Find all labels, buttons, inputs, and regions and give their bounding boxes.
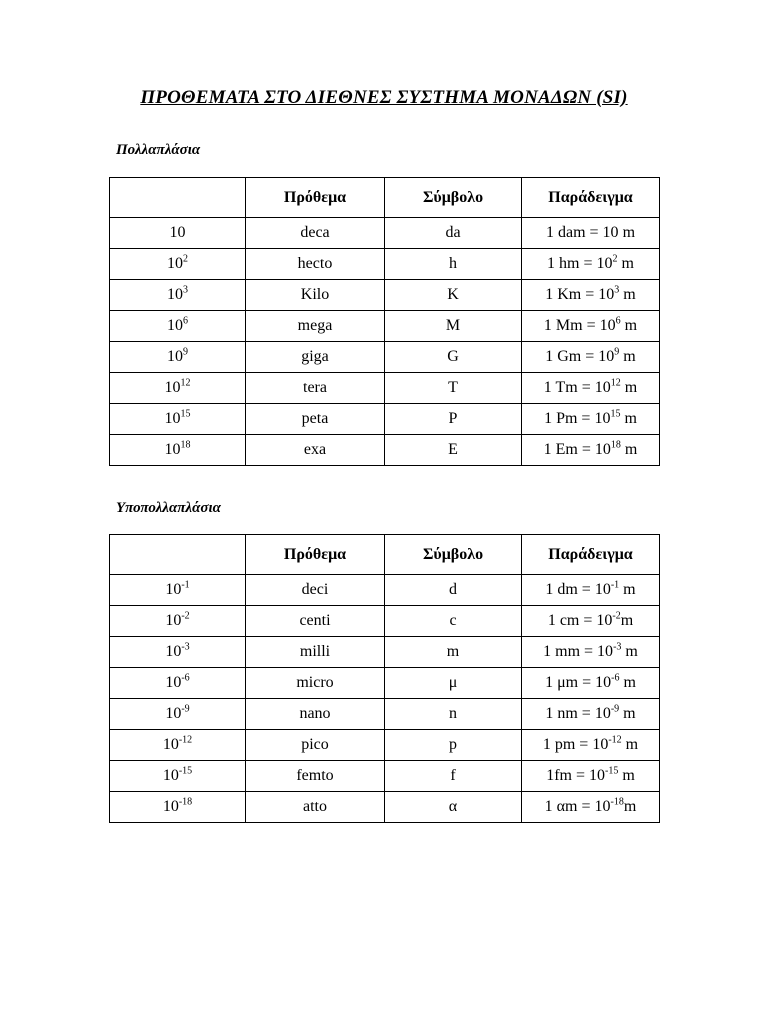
example-cell [522, 637, 660, 668]
example-unit: m [621, 643, 638, 660]
example-cell [522, 575, 660, 606]
example-lhs: 1 Tm = 10 [543, 379, 611, 396]
power-cell [110, 606, 246, 637]
table-row [110, 404, 660, 435]
example-exponent: -6 [611, 672, 620, 684]
power-exponent: 3 [183, 284, 188, 296]
power-cell [110, 311, 246, 342]
power-exponent: -6 [181, 672, 190, 684]
symbol-cell: α [385, 792, 522, 823]
table-row [110, 249, 660, 280]
example-unit: m [620, 612, 634, 629]
symbol-cell: T [385, 373, 522, 404]
section-heading-submultiples: Υποπολλαπλάσια [116, 500, 221, 516]
power-base: 10 [162, 798, 179, 815]
power-base: 10 [162, 767, 179, 784]
example-exponent: -9 [610, 703, 620, 715]
example-lhs: 1 pm = 10 [542, 736, 609, 753]
example-exponent: 18 [610, 439, 621, 451]
symbol-cell: M [385, 311, 522, 342]
power-exponent: -12 [178, 734, 193, 746]
power-cell [110, 575, 246, 606]
page-title: ΠΡΟΘΕΜΑΤΑ ΣΤΟ ΔΙΕΘΝΕΣ ΣΥΣΤΗΜΑ ΜΟΝΑΔΩΝ (SI) [140, 87, 628, 108]
example-lhs: 1 αm = 10 [544, 798, 611, 815]
example-cell [522, 792, 660, 823]
power-base: 10 [165, 612, 182, 629]
power-cell [110, 699, 246, 730]
power-exponent: -9 [181, 703, 190, 715]
header-symbol: Σύμβολο [385, 535, 522, 575]
example-cell [522, 606, 660, 637]
section-heading-multiples: Πολλαπλάσια [116, 142, 201, 158]
example-cell [522, 404, 660, 435]
power-base: 10 [165, 581, 182, 598]
table-row [110, 730, 660, 761]
example-exponent: -1 [610, 579, 620, 591]
example-lhs: 1 dm = 10 [545, 581, 611, 598]
example-unit: m [621, 736, 639, 753]
example-exponent: 15 [610, 408, 621, 420]
symbol-cell: m [385, 637, 522, 668]
header-example: Παράδειγμα [522, 535, 660, 575]
power-base: 10 [165, 643, 182, 660]
example-exponent: -2 [612, 610, 621, 622]
example-exponent: 9 [614, 346, 620, 358]
example-cell [522, 218, 660, 249]
example-cell [522, 761, 660, 792]
prefix-cell: femto [246, 761, 385, 792]
submultiples-table [109, 534, 660, 823]
example-unit: m [620, 379, 638, 396]
power-base: 10 [165, 674, 182, 691]
example-lhs: 1 Km = 10 [545, 286, 615, 303]
example-lhs: 1 nm = 10 [545, 705, 611, 722]
example-cell [522, 730, 660, 761]
example-exponent: 6 [615, 315, 621, 327]
power-exponent: 6 [183, 315, 188, 327]
power-exponent: -3 [181, 641, 190, 653]
example-lhs: 1 μm = 10 [545, 674, 612, 691]
prefix-cell: atto [246, 792, 385, 823]
header-prefix: Πρόθεμα [246, 178, 385, 218]
power-cell [110, 792, 246, 823]
example-exponent: -18 [610, 796, 624, 808]
table-row [110, 311, 660, 342]
symbol-cell: d [385, 575, 522, 606]
example-unit: m [618, 224, 636, 241]
prefix-cell: milli [246, 637, 385, 668]
example-cell [522, 311, 660, 342]
symbol-cell: f [385, 761, 522, 792]
prefix-cell: mega [246, 311, 385, 342]
example-unit: m [619, 674, 636, 691]
example-exponent: 3 [614, 284, 620, 296]
example-lhs: 1 Pm = 10 [544, 410, 611, 427]
example-exponent: 12 [610, 377, 621, 389]
example-unit: m [619, 581, 636, 598]
table-row [110, 792, 660, 823]
table-row [110, 218, 660, 249]
example-cell [522, 699, 660, 730]
header-blank [110, 178, 246, 218]
header-blank [110, 535, 246, 575]
symbol-cell: c [385, 606, 522, 637]
prefix-cell: exa [246, 435, 385, 466]
table-row [110, 575, 660, 606]
example-unit: m [620, 441, 638, 458]
example-lhs: 1 mm = 10 [543, 643, 614, 660]
example-lhs: 1 Em = 10 [543, 441, 611, 458]
table-row [110, 668, 660, 699]
example-exponent: 2 [612, 253, 618, 265]
table-row [110, 373, 660, 404]
prefix-cell: nano [246, 699, 385, 730]
symbol-cell: μ [385, 668, 522, 699]
symbol-cell: K [385, 280, 522, 311]
multiples-table [109, 177, 660, 466]
table-row [110, 606, 660, 637]
example-lhs: 1 Gm = 10 [545, 348, 615, 365]
power-cell [110, 435, 246, 466]
example-cell [522, 249, 660, 280]
power-base: 10 [164, 379, 181, 396]
power-base: 10 [165, 705, 182, 722]
example-lhs: 1 dam = 10 [545, 224, 619, 241]
power-cell [110, 249, 246, 280]
prefix-cell: Kilo [246, 280, 385, 311]
power-exponent: -15 [178, 765, 193, 777]
power-cell [110, 637, 246, 668]
example-unit: m [623, 798, 637, 815]
table-row [110, 342, 660, 373]
prefix-cell: hecto [246, 249, 385, 280]
example-exponent: -3 [613, 641, 622, 653]
example-cell [522, 342, 660, 373]
power-cell [110, 373, 246, 404]
power-base: 10 [169, 224, 186, 241]
example-lhs: 1 cm = 10 [547, 612, 613, 629]
power-exponent: 12 [180, 377, 191, 389]
table-header-row [110, 178, 660, 218]
power-base: 10 [164, 410, 181, 427]
power-base: 10 [167, 348, 183, 365]
power-exponent: -2 [181, 610, 190, 622]
power-cell [110, 761, 246, 792]
power-cell [110, 218, 246, 249]
example-cell [522, 435, 660, 466]
prefix-cell: tera [246, 373, 385, 404]
power-cell [110, 342, 246, 373]
header-prefix: Πρόθεμα [246, 535, 385, 575]
power-base: 10 [167, 286, 183, 303]
prefix-cell: centi [246, 606, 385, 637]
example-lhs: 1 Mm = 10 [543, 317, 616, 334]
power-cell [110, 730, 246, 761]
power-cell [110, 280, 246, 311]
symbol-cell: da [385, 218, 522, 249]
table-row [110, 435, 660, 466]
power-exponent: 18 [180, 439, 191, 451]
power-exponent: -18 [178, 796, 193, 808]
power-base: 10 [167, 317, 183, 334]
example-unit: m [618, 767, 635, 784]
example-unit: m [619, 286, 636, 303]
symbol-cell: G [385, 342, 522, 373]
example-unit: m [620, 410, 637, 427]
example-unit: m [620, 317, 638, 334]
prefix-cell: pico [246, 730, 385, 761]
power-cell [110, 668, 246, 699]
symbol-cell: P [385, 404, 522, 435]
symbol-cell: p [385, 730, 522, 761]
symbol-cell: E [385, 435, 522, 466]
table-row [110, 280, 660, 311]
power-base: 10 [164, 441, 181, 458]
prefix-cell: micro [246, 668, 385, 699]
example-exponent: -15 [605, 765, 619, 777]
prefix-cell: deci [246, 575, 385, 606]
example-lhs: 1 hm = 10 [547, 255, 613, 272]
example-unit: m [617, 255, 634, 272]
power-exponent: 2 [183, 253, 188, 265]
example-cell [522, 280, 660, 311]
table-row [110, 761, 660, 792]
prefix-cell: giga [246, 342, 385, 373]
example-cell [522, 668, 660, 699]
power-exponent: -1 [181, 579, 190, 591]
power-base: 10 [167, 255, 183, 272]
example-unit: m [619, 348, 636, 365]
header-example: Παράδειγμα [522, 178, 660, 218]
power-base: 10 [162, 736, 179, 753]
example-unit: m [619, 705, 636, 722]
table-row [110, 637, 660, 668]
prefix-cell: peta [246, 404, 385, 435]
example-cell [522, 373, 660, 404]
header-symbol: Σύμβολο [385, 178, 522, 218]
power-cell [110, 404, 246, 435]
power-exponent: 15 [180, 408, 191, 420]
table-row [110, 699, 660, 730]
prefix-cell: deca [246, 218, 385, 249]
symbol-cell: h [385, 249, 522, 280]
example-exponent: -12 [608, 734, 622, 746]
example-lhs: 1fm = 10 [546, 767, 605, 784]
table-header-row [110, 535, 660, 575]
power-exponent: 9 [183, 346, 188, 358]
symbol-cell: n [385, 699, 522, 730]
